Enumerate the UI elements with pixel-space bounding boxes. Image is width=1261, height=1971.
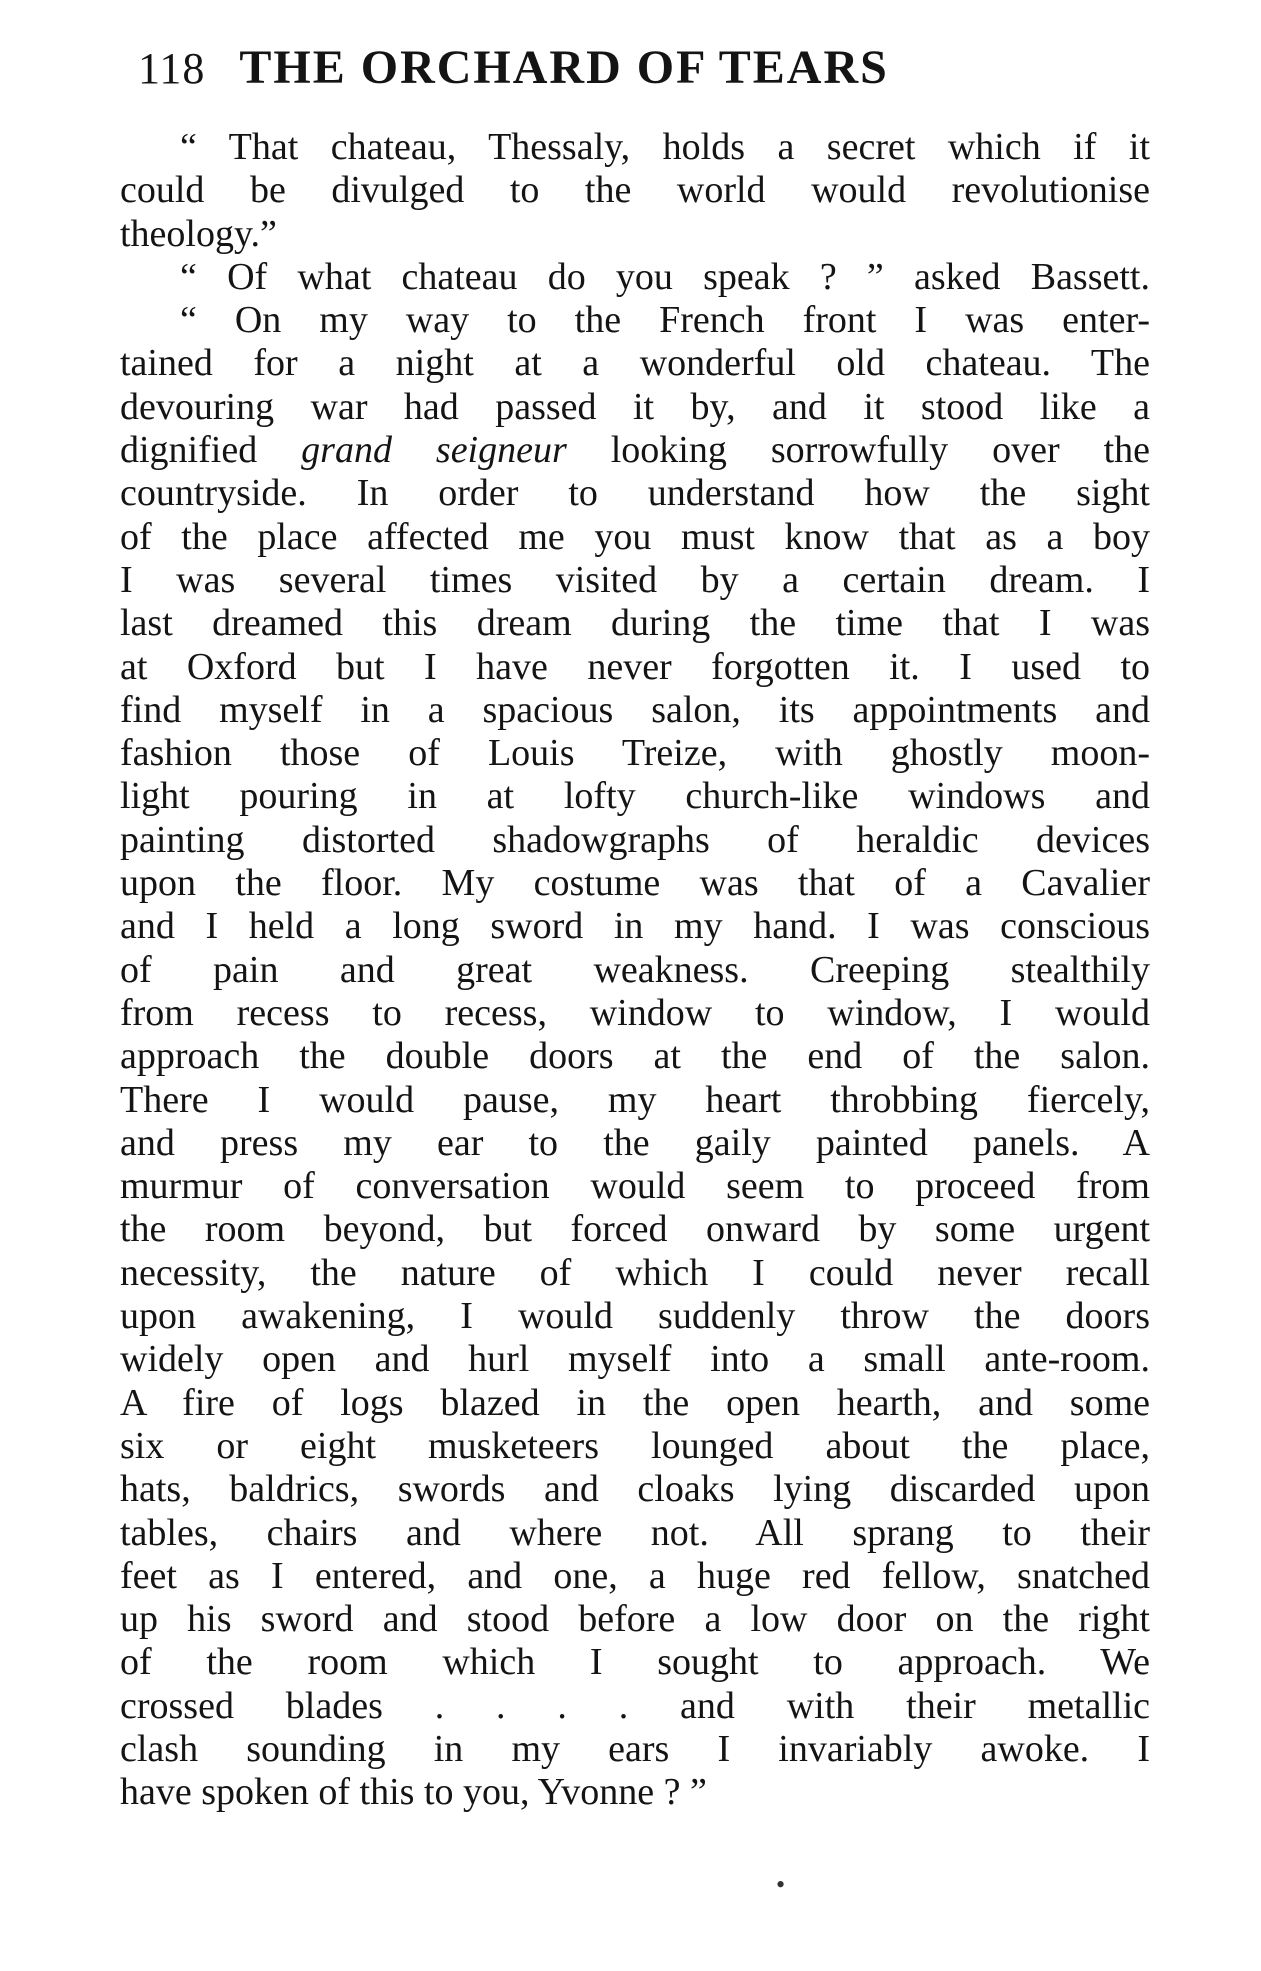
text-line: clash sounding in my ears I invariably awoke. I xyxy=(120,1727,1150,1770)
text-line: painting distorted shadowgraphs of heraldic devices xyxy=(120,818,1150,861)
text-line: necessity, the nature of which I could never recall xyxy=(120,1251,1150,1294)
page-header xyxy=(138,40,1138,104)
text-line: upon the floor. My costume was that of a Cavalier xyxy=(120,862,1150,905)
text-line: There I would pause, my heart throbbing fiercely, xyxy=(120,1078,1150,1121)
text-line: “ Of what chateau do you speak ? ” asked Bassett. xyxy=(180,255,1150,298)
text-line: last dreamed this dream during the time that I was xyxy=(120,602,1150,645)
text-line: I was several times visited by a certain dream. I xyxy=(120,558,1150,601)
text-line: from recess to recess, window to window, I would xyxy=(120,991,1150,1034)
running-title: THE ORCHARD OF TEARS xyxy=(239,41,889,94)
text-line: murmur of conversation would seem to proceed from xyxy=(120,1165,1150,1208)
text-line: six or eight musketeers lounged about the place, xyxy=(120,1424,1150,1467)
text-line: hats, baldrics, swords and cloaks lying discarded upon xyxy=(120,1468,1150,1511)
text-line: fashion those of Louis Treize, with ghostly moon- xyxy=(120,732,1150,775)
text-line: “ On my way to the French front I was enter- xyxy=(180,299,1150,342)
text-line: and I held a long sword in my hand. I was conscious xyxy=(120,905,1150,948)
text-line: the room beyond, but forced onward by some urgent xyxy=(120,1208,1150,1251)
text-line: find myself in a spacious salon, its appointments and xyxy=(120,688,1150,731)
text-line: at Oxford but I have never forgotten it. I used to xyxy=(120,645,1150,688)
text-line: crossed blades . . . . and with their metallic xyxy=(120,1684,1150,1727)
text-line: approach the double doors at the end of the salon. xyxy=(120,1035,1150,1078)
text-line: and press my ear to the gaily painted panels. A xyxy=(120,1121,1150,1164)
text-line: of the place affected me you must know that as a boy xyxy=(120,515,1150,558)
printer-mark: • xyxy=(776,1870,786,1899)
text-line: countryside. In order to understand how the sight xyxy=(120,472,1150,515)
text-line: have spoken of this to you, Yvonne ? ” xyxy=(120,1771,707,1814)
text-line: tables, chairs and where not. All sprang to their xyxy=(120,1511,1150,1554)
text-line: feet as I entered, and one, a huge red fellow, snatched xyxy=(120,1554,1150,1597)
body-text xyxy=(120,126,1150,1815)
text-line: could be divulged to the world would revolutionise xyxy=(120,169,1150,212)
text-line: up his sword and stood before a low door on the right xyxy=(120,1598,1150,1641)
text-line: devouring war had passed it by, and it stood like a xyxy=(120,385,1150,428)
text-line: theology.” xyxy=(120,212,277,255)
text-line: upon awakening, I would suddenly throw the doors xyxy=(120,1295,1150,1338)
text-line: dignified grand seigneur looking sorrowfully over the xyxy=(120,429,1150,472)
text-line: “ That chateau, Thessaly, holds a secret which if it xyxy=(180,126,1150,168)
text-line: of the room which I sought to approach. We xyxy=(120,1641,1150,1684)
text-line: of pain and great weakness. Creeping stealthily xyxy=(120,948,1150,991)
text-line: A fire of logs blazed in the open hearth, and some xyxy=(120,1381,1150,1424)
text-line: light pouring in at lofty church-like windows and xyxy=(120,775,1150,818)
text-line: tained for a night at a wonderful old chateau. The xyxy=(120,342,1150,385)
page-number: 118 xyxy=(138,44,206,93)
text-line: widely open and hurl myself into a small ante-room. xyxy=(120,1338,1150,1381)
